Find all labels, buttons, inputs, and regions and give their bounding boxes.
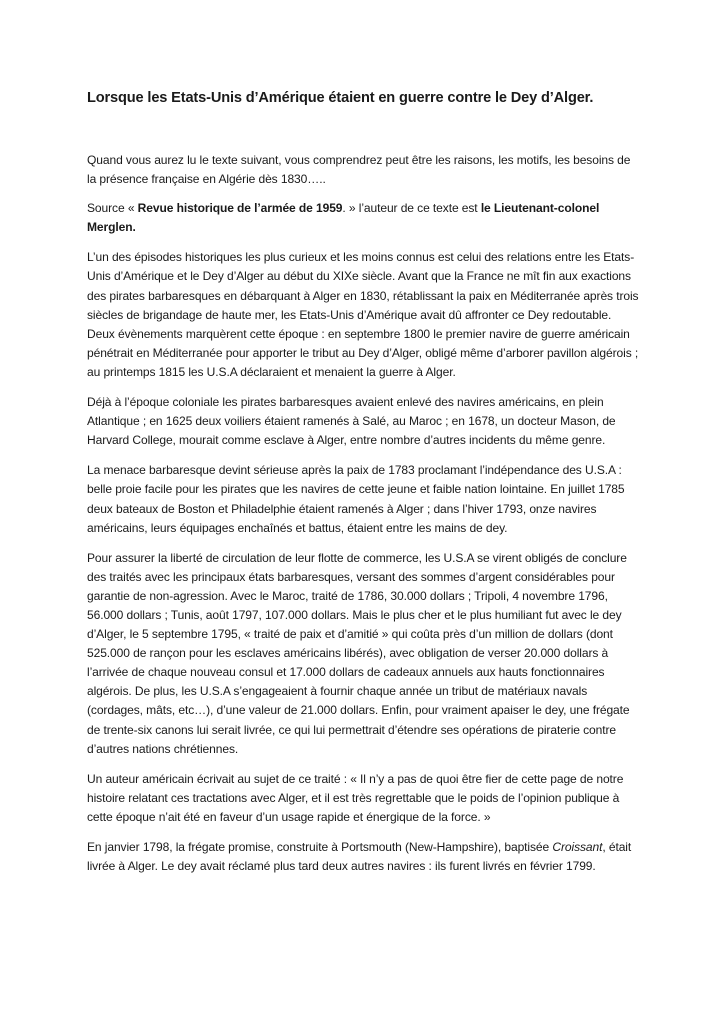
paragraph-colonial: Déjà à l’époque coloniale les pirates barbaresques avaient enlevé des navires américains, en plein Atlantique ; en 1625 deux voiliers étaient ramenés à Salé, au Maroc ; en 1678, un docteur Mason, de Harvard College, mourait comme esclave à Alger, entre nombre d’autres incidents du même genre. xyxy=(87,395,616,448)
frigate-text-before: En janvier 1798, la frégate promise, construite à Portsmouth (New-Hampshire), baptisée xyxy=(87,840,553,854)
paragraph-relations: L’un des épisodes historiques les plus curieux et les moins connus est celui des relations entre les Etats-Unis d’Amérique et le Dey d’Alger au début du XIXe siècle. Avant que la France ne mît fin aux exactions des pirates barbaresques en débarquant à Alger en 1830, rétablissant la paix en Méditerranée après trois siècles de brigandage de haute mer, les Etats-Unis d’Amérique avait dû affronter ce Dey redoutable. Deux évènements marquèrent cette époque : en septembre 1800 le premier navire de guerre américain pénétrait en Méditerranée pour apporter le tribut au Dey d’Alger, obligé même d’arborer pavillon algérois ; au printemps 1815 les U.S.A déclaraient et menaient la guerre à Alger. xyxy=(87,250,639,379)
source-paragraph xyxy=(87,199,639,237)
document-body xyxy=(87,151,639,887)
frigate-text-after: , était livrée à Alger. Le dey avait réclamé plus tard deux autres navires : ils furent livrés en février 1799. xyxy=(87,840,632,874)
intro-paragraph: Quand vous aurez lu le texte suivant, vous comprendrez peut être les raisons, les motifs, les besoins de la présence française en Algérie dès 1830….. xyxy=(87,153,631,187)
source-revue: Revue historique de l’armée de 1959 xyxy=(137,201,343,216)
source-prefix: Source « xyxy=(87,201,138,216)
frigate-name: Croissant xyxy=(552,840,603,854)
document-title: Lorsque les Etats-Unis d’Amérique étaient en guerre contre le Dey d’Alger. xyxy=(87,90,594,106)
paragraph-menace: La menace barbaresque devint sérieuse après la paix de 1783 proclamant l’indépendance des U.S.A : belle proie facile pour les pirates que les navires de cette jeune et faible nation lointaine. En juillet 1785 deux bateaux de Boston et Philadelphie étaient ramenés à Alger ; dans l’hiver 1793, onze navires américains, leurs équipages enchaînés et battus, étaient entre les mains de dey. xyxy=(87,463,625,535)
source-middle: . » l’auteur de ce texte est xyxy=(342,201,481,216)
paragraph-treaties: Pour assurer la liberté de circulation de leur flotte de commerce, les U.S.A se virent obligés de conclure des traités avec les principaux états barbaresques, versant des sommes d’argent considérables pour garantie de non-agression. Avec le Maroc, traité de 1786, 30.000 dollars ; Tripoli, 4 novembre 1796, 56.000 dollars ; Tunis, août 1797, 107.000 dollars. Mais le plus cher et le plus humiliant fut avec le dey d’Alger, le 5 septembre 1795, « traité de paix et d’amitié » qui coûta près d’un million de dollars (dont 525.000 de rançon pour les esclaves américains libérés), avec obligation de verser 20.000 dollars à l’arrivée de chaque nouveau consul et 17.000 dollars de cadeaux annuels aux hauts fonctionnaires algérois. De plus, les U.S.A s’engageaient à fournir chaque année un tribut de matériaux navals (cordages, mâts, etc…), d’une valeur de 21.000 dollars. Enfin, pour vraiment apaiser le dey, une frégate de trente-six canons lui serait livrée, ce qui lui permettrait d’étendre ses opérations de piraterie contre d’autres nations chrétiennes. xyxy=(87,550,630,756)
paragraph-american-author: Un auteur américain écrivait au sujet de ce traité : « Il n’y a pas de quoi être fier de cette page de notre histoire relatant ces tractations avec Alger, et il est très regrettable que le poids de l’opinion publique à cette époque n’ait été en faveur d’un usage rapide et énergique de la force. » xyxy=(87,771,624,824)
source-author: le Lieutenant-colonel Merglen. xyxy=(87,201,600,235)
paragraph-frigate xyxy=(87,838,639,876)
